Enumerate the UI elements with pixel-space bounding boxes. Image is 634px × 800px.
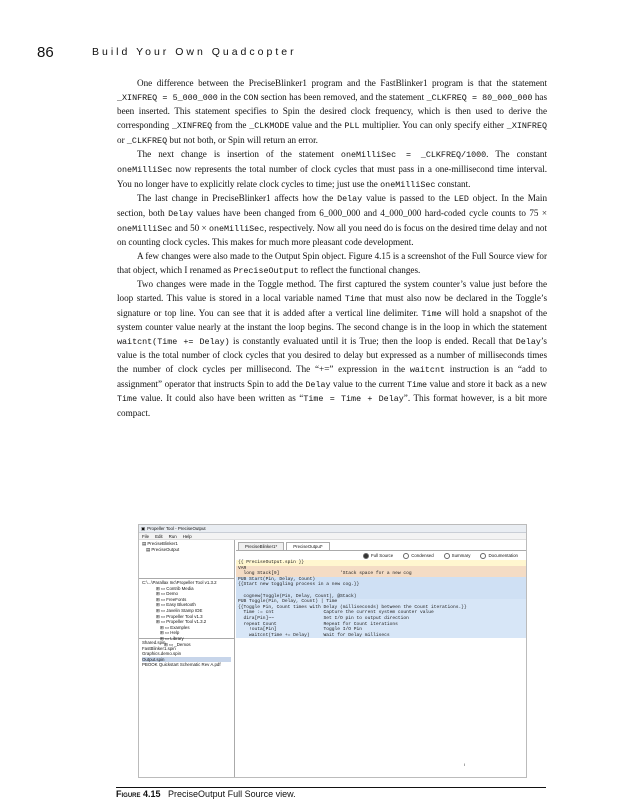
view-option[interactable] [363,553,393,559]
tab-precise-blinker[interactable]: PreciseBlinker1* [238,542,284,550]
code-term: _XINFREQ [506,120,548,131]
menu-item[interactable]: File [142,533,150,539]
expand-icon: ⊞ [156,585,161,591]
paragraph [117,148,547,192]
file-item[interactable]: FastBlinker1.spin [142,645,176,651]
text-run: The last change in PreciseBlinker1 affects how the [137,193,338,204]
code-term: oneMilliSec [380,179,436,190]
folder-item-label: Propeller Tool v1.3 [166,613,203,619]
view-option[interactable] [480,553,518,559]
folder-item-label: Contrib Media [166,585,194,591]
code-term: Delay [168,208,194,219]
text-run: section has been removed, and the statement [258,91,427,102]
menu-item[interactable]: Edit [155,533,163,539]
folder-icon: ▭ [160,591,167,597]
running-title: Build Your Own Quadcopter [92,46,297,58]
editor-panel [236,540,526,777]
folder-icon: ▭ [164,630,171,636]
code-term: _CLKFREQ [126,135,168,146]
tree-item[interactable] [142,547,231,553]
menu-item[interactable]: Help [182,533,192,539]
expand-icon: ⊞ [156,591,161,597]
text-run: The next change is insertion of the statement [137,149,341,160]
tree-item-label: PreciseOutput [151,546,180,552]
text-run: , respectively. Now all you need do is focus on the desired time delay and not on counting clock cycles. This makes for much more pleasant code development. [117,222,547,248]
code-term: oneMilliSec = _CLKFREQ/1000 [340,150,487,161]
folder-path[interactable]: C:\...\Parallax Inc\Propeller Tool v1.3.2 [142,580,217,585]
code-line: {{Toggle Pin, Count times with Delay (milliseconds) between the Count iterations.}} [238,604,467,610]
caption-text: PreciseOutput Full Source view. [168,789,296,799]
view-option[interactable] [444,553,471,559]
code-term: waitcnt(Time += Delay) [117,336,230,347]
menu-bar [139,533,526,540]
text-run: and 50 × [172,222,209,233]
folder-item-label: Examples [170,624,190,630]
expand-icon: ⊞ [156,607,161,613]
code-line: cognew(Toggle(Pin, Delay, Count), @Stack) [238,593,357,599]
expand-icon: ⊞ [156,613,161,619]
code-line: waitcnt(Time += Delay) Wait for Delay millisecs [238,632,390,638]
text-run: in the [217,91,244,102]
text-run: . The constant [486,149,547,160]
code-line: long Stack[9] 'Stack space for a new cog [238,571,412,577]
file-item[interactable]: Output.spin [142,657,231,663]
code-line: repeat Count Repeat for Count iterations [238,621,398,627]
expand-icon: ⊞ [164,641,169,647]
paragraph [117,77,547,148]
code-editor[interactable] [236,560,526,638]
paragraph [117,278,547,421]
figure-caption [116,789,296,799]
folder-item-label: Demo [166,591,178,597]
text-run: or [117,134,127,145]
text-run: from the [212,119,250,130]
code-term: CON [243,92,259,103]
folder-item-label: Library [170,635,184,641]
text-run: is constantly evaluated until it is True; then the loop is ended. Recall that [229,335,516,346]
view-options [236,551,526,560]
text-run: One difference between the PreciseBlinker1 program and the FastBlinker1 program is that the statement [137,78,547,88]
folder-icon: ▭ [160,602,167,608]
view-option-label: Documentation [488,553,518,558]
radio-icon[interactable] [480,553,486,559]
radio-icon[interactable] [363,553,369,559]
text-run: has been inserted. This statement specifies to Spin the desired clock frequency, which is then used to derive the corresponding [117,91,547,130]
file-icon: ▤ [146,546,152,552]
text-run: A few changes were also made to the Output Spin object. Figure 4.15 is a screenshot of the Full Source view for that object, which I renamed as [117,250,547,275]
code-term: Delay [305,379,331,390]
folder-item-label: Javelin Stamp IDE [166,607,203,613]
code-term: Delay [337,194,363,205]
code-block-pub2 [236,599,526,638]
code-term: PLL [344,120,360,131]
folder-icon: ▭ [164,624,171,630]
folder-icon: ▭ [160,607,167,613]
menu-item[interactable]: Run [168,533,177,539]
object-tree [139,540,234,579]
text-run: value and store it back as a new [427,378,547,389]
text-run: Two changes were made in the Toggle method. The first captured the system counter’s value just before the loop started. This value is stored in a local variable named [117,279,547,303]
view-option[interactable] [403,553,433,559]
expand-icon: ⊞ [156,602,161,608]
folder-item-label: _Demos [174,641,191,647]
editor-tabs [236,540,526,551]
text-run: value. It could also have been written as “ [137,393,304,404]
code-term: _XINFREQ = 5_000_000 [117,92,218,103]
code-term: Time = Time + Delay [303,394,404,405]
tab-precise-output[interactable]: PreciseOutput* [286,542,330,550]
text-run: multiplier. You can only specify either [359,119,507,130]
expand-icon: ⊞ [156,619,161,625]
page-number: 86 [37,44,54,61]
code-term: Time [421,308,442,319]
code-term: Time [117,394,138,405]
expand-icon: ⊞ [156,596,161,602]
folder-icon: ▭ [168,641,175,647]
view-option-label: Condensed [411,553,434,558]
code-term: oneMilliSec [117,164,173,175]
caption-rule [116,787,546,788]
code-block-pub [236,577,526,599]
expand-icon: ⊞ [160,635,165,641]
code-term: Delay [515,336,541,347]
code-line: PUB Start(Pin, Delay, Count) [238,576,316,582]
figure-screenshot [138,524,527,778]
file-item[interactable]: Graphics.demo.spin [142,651,182,657]
folder-icon: ▭ [160,619,167,625]
code-line: VAR [238,565,247,571]
paragraph [117,250,547,278]
body-text [117,77,547,421]
view-option-label: Summary [451,553,471,558]
text-run: value to the current [330,378,407,389]
code-line: {{Start new toggling process in a new cog.}} [238,582,360,588]
tree-item-label: PreciseBlinker1 [147,541,178,546]
code-term: _XINFREQ [171,120,213,131]
radio-icon[interactable] [403,553,409,559]
text-run: constant. [435,178,471,189]
code-term: oneMilliSec [117,223,173,234]
expand-icon: ⊞ [160,624,165,630]
code-line: {{ PreciseOutput.spin }} [238,560,305,565]
text-run: now represents the total number of clock cycles that must pass in a one-millisecond time interval. You no longer have to explicitly relate clock cycles to time; just use the [117,163,547,189]
code-line: PUB Toggle(Pin, Delay, Count) | Time [238,599,338,605]
text-run: but not both, or Spin will return an error. [167,134,318,145]
folder-icon: ▭ [160,596,167,602]
folder-icon: ▭ [160,613,167,619]
text-cursor: I [464,762,466,767]
file-item[interactable]: Shared.spin [142,640,166,645]
text-run: values have been changed from 6_000_000 and 4_000_000 hard-coded cycle counts to 75 × [193,207,547,218]
folder-item-label: Propeller Tool v1.3.2 [166,619,207,625]
code-term: _CLKFREQ = 80_000_000 [426,92,533,103]
code-term: waitcnt [409,365,445,376]
file-icon: ▤ [142,541,148,546]
expand-icon: ⊞ [160,630,165,636]
window-titlebar [139,525,526,533]
text-run: object. In the Main section, both [117,193,548,218]
code-block-var [236,566,526,577]
code-line: !outa[Pin] Toggle I/O Pin [238,627,363,633]
folder-item-label: FreeFonts [166,596,187,602]
explorer-panel [139,540,235,777]
text-run: value and the [289,119,345,130]
code-line: Time := cnt Capture the current system counter value [238,610,434,616]
paragraph [117,192,547,250]
code-term: PreciseOutput [233,265,299,276]
window-title: Propeller Tool - PreciseOutput [147,526,206,531]
app-icon: ▣ [141,525,146,531]
folder-icon: ▭ [164,635,171,641]
folder-item-label: Help [170,630,180,636]
file-item[interactable]: PBOOK Quickstart Schematic Rev A.pdf [142,662,221,668]
text-run: ”. This format however, is a bit more compact. [117,393,547,419]
code-line: dira[Pin]~~ Set I/O pin to output direction [238,615,409,621]
code-term: Time [344,293,365,304]
folder-icon: ▭ [160,585,167,591]
code-term: oneMilliSec [208,223,265,234]
code-term: Time [406,379,428,390]
text-run: will hold a snapshot of the system counter value nearly at the instant the loop begins. The second change is in the loop in which the statement [117,307,547,333]
code-term: LED [453,194,469,205]
radio-icon[interactable] [444,553,450,559]
text-run: value is passed to the [362,193,454,204]
view-option-label: Full Source [370,553,394,558]
text-run: that must also now be declared in the Toggle’s signature or top line. You can see that it is added after a vertical line delimiter. [117,292,548,318]
code-term: _CLKMODE [249,120,290,131]
folder-item-label: Easy Bluetooth [166,602,196,608]
caption-label: Figure 4.15 [116,789,161,799]
text-run: to reflect the functional changes. [298,264,421,275]
text-run: instruction is an “add to assignment” operator that instructs Spin to add the [117,364,547,389]
text-run: ’s value is the total number of clock cycles that you desired to delay but expressed as a number of milliseconds times the number of clock cycles per millisecond. The “+=” expression in the [117,335,547,375]
